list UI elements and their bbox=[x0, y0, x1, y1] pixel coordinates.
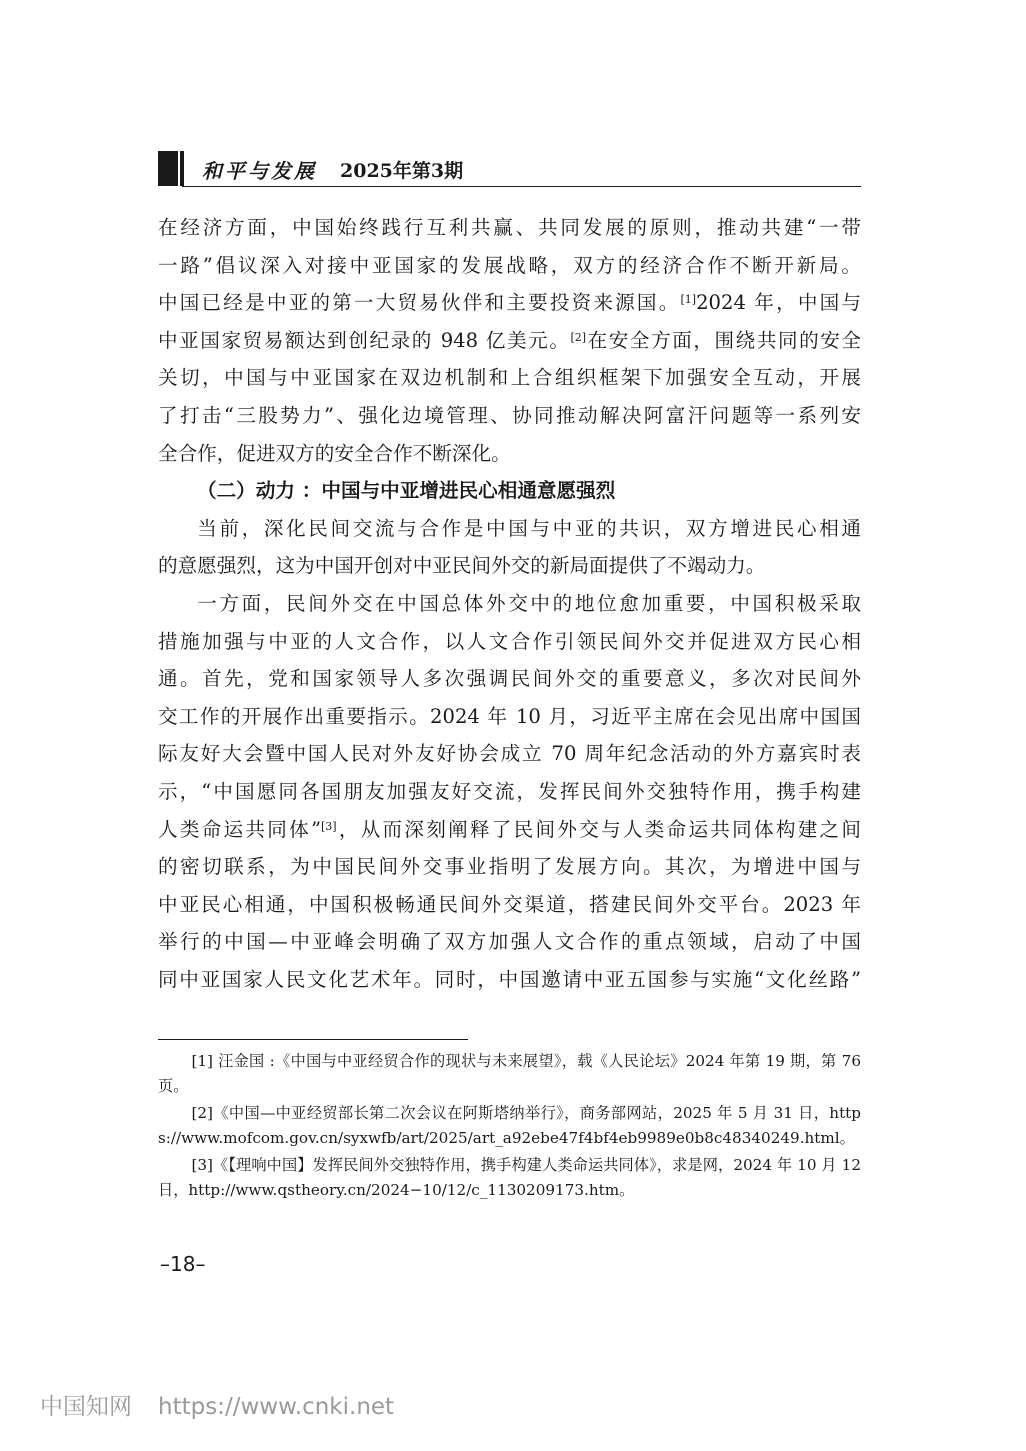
running-header bbox=[158, 150, 861, 190]
footnote-ref[interactable]: [3] bbox=[320, 819, 337, 833]
body-text bbox=[158, 209, 861, 998]
text-line: 了打击“三股势力”、强化边境管理、协同推动解决阿富汗问题等一系列安 bbox=[158, 403, 861, 427]
footnote: [2]《中国—中亚经贸部长第二次会议在阿斯塔纳举行》，商务部网站，2025 年 5 月 31 日，https://www.mofcom.gov.cn/syxwfb/art/2025/art_a92ebe47f4bf4eb9989e0b8c48340249.html。 bbox=[158, 1104, 861, 1147]
footnotes bbox=[158, 1049, 861, 1205]
page-number: –18– bbox=[160, 1252, 206, 1276]
text-line: 交工作的开展作出重要指示。2024 年 10 月，习近平主席在会见出席中国国 bbox=[158, 704, 861, 728]
footnote: [1] 汪金国 :《中国与中亚经贸合作的现状与未来展望》，载《人民论坛》2024 年第 19 期，第 76 页。 bbox=[158, 1052, 861, 1095]
text-line: 举行的中国—中亚峰会明确了双方加强人文合作的重点领域，启动了中国 bbox=[158, 930, 861, 954]
paragraph-consensus bbox=[158, 510, 861, 585]
text-line: 措施加强与中亚的人文合作，以人文合作引领民间外交并促进双方民心相 bbox=[158, 629, 861, 653]
watermark bbox=[40, 1388, 394, 1421]
text-line: 一路”倡议深入对接中亚国家的发展战略，双方的经济合作不断开新局。 bbox=[158, 253, 861, 277]
issue-label: 2025年第3期 bbox=[340, 160, 464, 182]
section-heading: （二）动力 ：中国与中亚增进民心相通意愿强烈 bbox=[197, 479, 616, 503]
watermark-url[interactable]: https://www.cnki.net bbox=[158, 1394, 395, 1420]
text-line: 当前，深化民间交流与合作是中国与中亚的共识，双方增进民心相通 bbox=[197, 516, 861, 540]
text-line: 际友好大会暨中国人民对外友好协会成立 70 周年纪念活动的外方嘉宾时表 bbox=[158, 742, 861, 766]
journal-title: 和平与发展 bbox=[202, 159, 317, 183]
watermark-site-name: 中国知网 bbox=[40, 1394, 132, 1420]
header-rule bbox=[182, 186, 861, 187]
footnote: [3]《【理响中国】发挥民间外交独特作用，携手构建人类命运共同体》，求是网，2024 年 10 月 12 日，http://www.qstheory.cn/2024−10/12/c_1130209173.htm。 bbox=[158, 1156, 861, 1199]
footnote-ref[interactable]: [1] bbox=[680, 293, 697, 307]
text-line: 中亚民心相通，中国积极畅通民间外交渠道，搭建民间外交平台。2023 年 bbox=[158, 892, 861, 916]
paragraph-diplomacy bbox=[158, 585, 861, 999]
text-line: 同中亚国家人民文化艺术年。同时，中国邀请中亚五国参与实施“文化丝路” bbox=[158, 967, 861, 991]
text-line: 全合作，促进双方的安全合作不断深化。 bbox=[158, 441, 511, 465]
text-line: 示，“中国愿同各国朋友加强友好交流，发挥民间外交独特作用，携手构建 bbox=[158, 779, 861, 803]
footnote-rule bbox=[158, 1039, 468, 1040]
text-line: 一方面，民间外交在中国总体外交中的地位愈加重要，中国积极采取 bbox=[197, 591, 861, 615]
text-line: 在经济方面，中国始终践行互利共赢、共同发展的原则，推动共建“一带 bbox=[158, 216, 861, 239]
paragraph-economy-security bbox=[158, 209, 861, 472]
header-bar bbox=[158, 151, 178, 186]
header-bar-thin bbox=[180, 151, 184, 186]
text-line: 通。首先，党和国家领导人多次强调民间外交的重要意义，多次对民间外 bbox=[158, 667, 861, 691]
text-line: 人类命运共同体”[3]，从而深刻阐释了民间外交与人类命运共同体构建之间 bbox=[158, 817, 861, 841]
text-line: 中国已经是中亚的第一大贸易伙伴和主要投资来源国。[1]2024 年，中国与 bbox=[158, 291, 862, 315]
footnote-ref[interactable]: [2] bbox=[570, 330, 587, 344]
text-line: 关切，中国与中亚国家在双边机制和上合组织框架下加强安全互动，开展 bbox=[158, 366, 861, 390]
text-line: 的意愿强烈，这为中国开创对中亚民间外交的新局面提供了不竭动力。 bbox=[158, 554, 766, 578]
text-line: 中亚国家贸易额达到创纪录的 948 亿美元。[2]在安全方面，围绕共同的安全 bbox=[158, 328, 862, 352]
text-line: 的密切联系，为中国民间外交事业指明了发展方向。其次，为增进中国与 bbox=[158, 855, 861, 879]
